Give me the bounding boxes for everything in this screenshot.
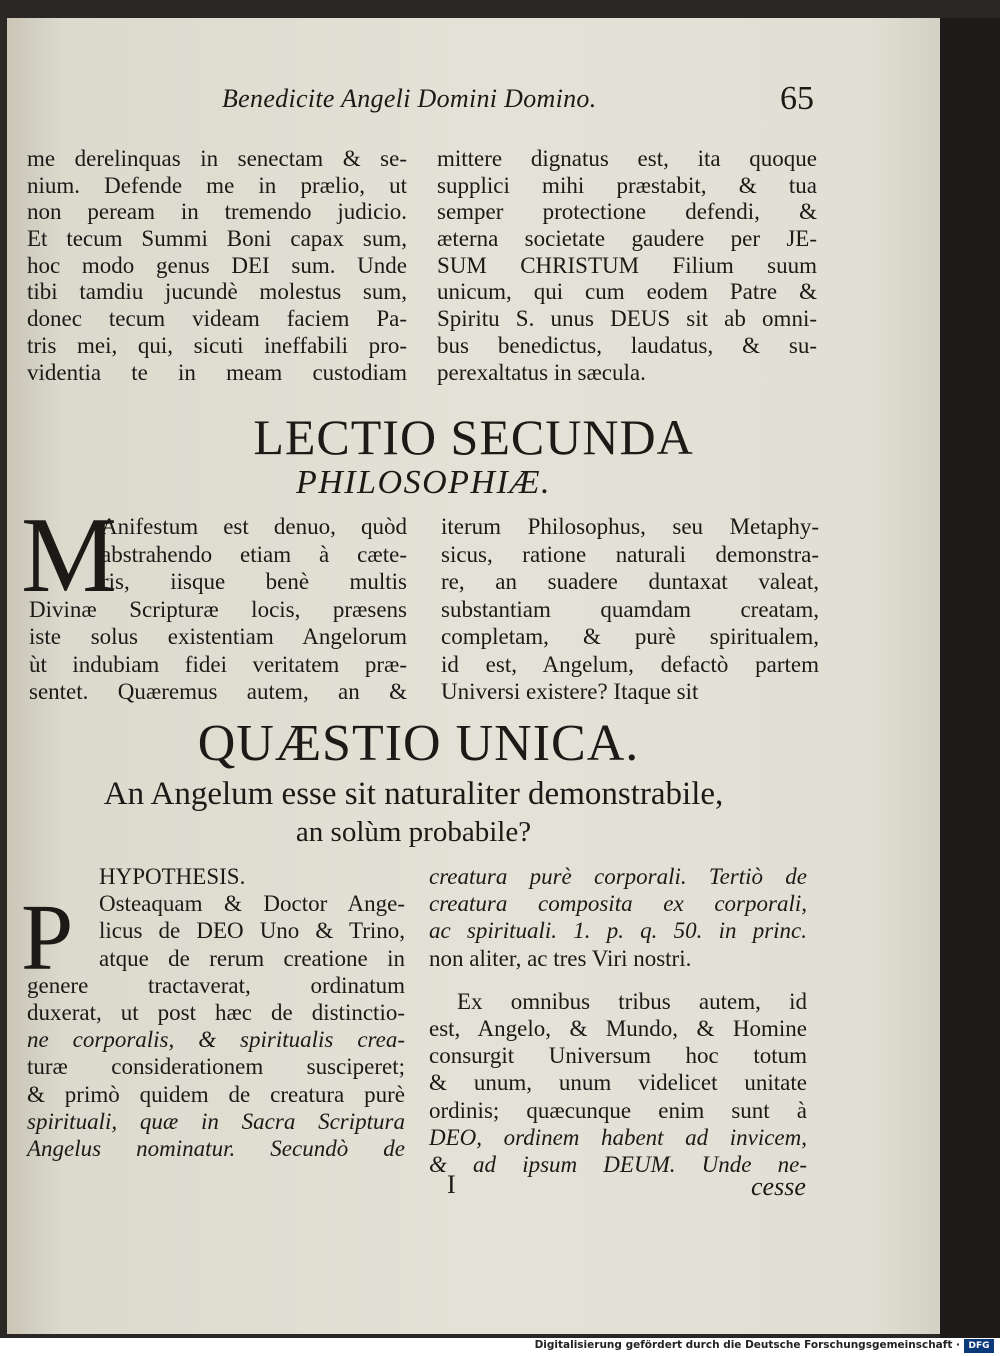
middle-columns (29, 513, 819, 706)
text-line: atque de rerum creatione in (99, 945, 405, 971)
top-right-column (437, 146, 817, 386)
top-left-column (27, 146, 407, 386)
text-line: spirituali, quæ in Sacra Scriptura (27, 1108, 405, 1134)
text-line: nium. Defende me in prælio, ut (27, 172, 407, 198)
text-line: re, an suadere duntaxat valeat, (441, 569, 819, 594)
text-line: Universi existere? Itaque sit (441, 679, 699, 704)
middle-right-column (441, 513, 819, 706)
book-page (7, 18, 940, 1334)
text-line: non peream in tremendo judicio. (27, 199, 407, 225)
text-line: creatura composita ex corporali, (429, 891, 807, 917)
text-line: tris mei, qui, sicuti ineffabili pro- (27, 332, 407, 358)
dfg-logo: DFG (964, 1339, 994, 1353)
text-line: Angelus nominatur. Secundò de (27, 1135, 405, 1161)
text-line: donec tecum videam faciem Pa- (27, 306, 407, 332)
text-line: non aliter, ac tres Viri nostri. (429, 945, 692, 971)
drop-cap-m: M (21, 496, 118, 615)
text-line: est, Angelo, & Mundo, & Homine (429, 1015, 807, 1041)
text-line: licus de DEO Uno & Trino, (99, 918, 405, 944)
text-line: consurgit Universum hoc totum (429, 1043, 807, 1069)
text-line: ac spirituali. 1. p. q. 50. in princ. (429, 918, 807, 944)
text-line: Osteaquam & Doctor Ange- (99, 891, 405, 917)
text-line: SUM CHRISTUM Filium suum (437, 252, 817, 278)
text-line: ordinis; quæcunque enim sunt à (429, 1097, 807, 1123)
text-line: mittere dignatus est, ita quoque (437, 146, 817, 171)
bottom-columns (27, 863, 807, 1178)
text-line: Anifestum est denuo, quòd (101, 514, 407, 539)
text-line: sicus, ratione naturali demonstra- (441, 541, 819, 567)
text-line: æterna societate gaudere per JE- (437, 226, 817, 252)
text-line: duxerat, ut post hæc de distinctio- (27, 999, 405, 1025)
text-line: unicum, qui cum eodem Patre & (437, 279, 817, 305)
text-line: perexaltatus in sæcula. (437, 359, 646, 385)
text-line: abstrahendo etiam à cæte- (101, 541, 407, 567)
catchword: cesse (751, 1172, 806, 1201)
text-line: DEO, ordinem habent ad invicem, (429, 1124, 807, 1150)
text-line: Ex omnibus tribus autem, id (457, 988, 807, 1014)
lectio-title: LECTIO SECUNDA (253, 409, 694, 465)
page-number: 65 (780, 80, 814, 117)
running-head (222, 82, 822, 122)
text-line: me derelinquas in senectam & se- (27, 146, 407, 171)
text-line: turæ considerationem susciperet; (27, 1054, 405, 1080)
quaestio-question-line: An Angelum esse sit naturaliter demonstrabile, (103, 776, 724, 812)
page-edge-shadow (940, 18, 1000, 1338)
text-line: ne corporalis, & spiritualis crea- (27, 1027, 405, 1053)
text-line: completam, & purè spiritualem, (441, 624, 819, 649)
text-line: videntia te in meam custodiam (27, 359, 407, 385)
hypothesis-heading: HYPOTHESIS. (99, 864, 246, 889)
text-line: hoc modo genus DEI sum. Unde (27, 252, 407, 278)
text-line: genere tractaverat, ordinatum (27, 972, 405, 998)
text-line: supplici mihi præstabit, & tua (437, 172, 817, 198)
text-line: substantiam quamdam creatam, (441, 596, 819, 622)
text-line: ùt indubiam fidei veritatem præ- (29, 651, 407, 677)
text-line: & unum, unum videlicet unitate (429, 1070, 807, 1096)
text-line: creatura purè corporali. Tertiò de (429, 864, 807, 889)
text-line: iterum Philosophus, seu Metaphy- (441, 514, 819, 539)
text-line: semper protectione defendi, & (437, 199, 817, 225)
text-line: tibi tamdiu jucundè molestus sum, (27, 279, 407, 305)
paragraph-gap (429, 972, 807, 988)
middle-left-column (29, 513, 407, 706)
text-line: id est, Angelum, defactò partem (441, 651, 819, 677)
quaestio-title: QUÆSTIO UNICA. (197, 715, 640, 772)
funding-credit: Digitalisierung gefördert durch die Deutsche Forschungsgemeinschaft · (534, 1339, 960, 1351)
text-line: sentet. Quæremus autem, an & (29, 679, 407, 704)
text-line: & ad ipsum DEUM. Unde ne- (429, 1151, 807, 1177)
text-line: & primò quidem de creatura purè (27, 1081, 405, 1107)
quaestio-question-line: an solùm probabile? (295, 816, 532, 848)
bottom-left-column (27, 863, 405, 1178)
text-line: ris, iisque benè multis (101, 569, 407, 594)
drop-cap-p: P (21, 886, 74, 990)
text-line: iste solus existentiam Angelorum (29, 624, 407, 649)
top-columns (27, 146, 817, 386)
bottom-right-column (429, 863, 807, 1178)
text-line: bus benedictus, laudatus, & su- (437, 332, 817, 358)
text-line: Et tecum Summi Boni capax sum, (27, 226, 407, 252)
running-head-title: Benedicite Angeli Domini Domino. (222, 84, 597, 113)
text-line: Spiritu S. unus DEUS sit ab omni- (437, 306, 817, 332)
text-line: Divinæ Scripturæ locis, præsens (29, 596, 407, 622)
lectio-subtitle: PHILOSOPHIÆ. (295, 464, 552, 501)
signature-mark: I (447, 1170, 456, 1199)
